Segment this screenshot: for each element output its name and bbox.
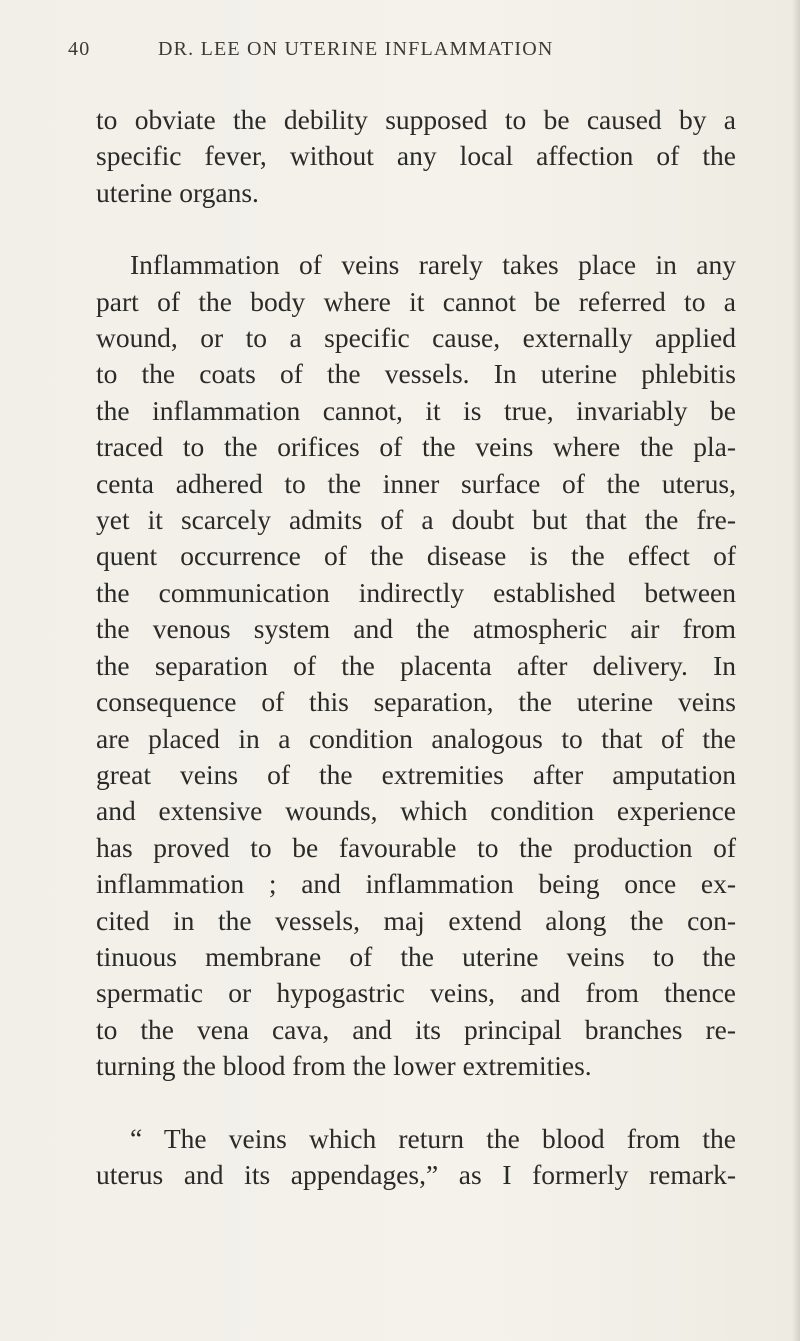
text-line: centa adhered to the inner surface of the uterus, [96,467,736,499]
body-text [96,102,736,1193]
text-line: spermatic or hypogastric veins, and from thence [96,977,736,1009]
page-number: 40 [68,38,91,60]
page-header [68,38,748,61]
text-line: the separation of the placenta after delivery. In [96,649,736,681]
text-line: specific fever, without any local affection of the [96,140,736,172]
text-line: the communication indirectly established between [96,576,736,608]
paragraph [96,1121,736,1194]
text-line: cited in the vessels, maј extend along the con- [96,904,736,936]
text-line: turning the blood from the lower extremities. [96,1050,592,1082]
text-line: quent occurrence of the disease is the effect of [96,540,736,572]
text-line: to the coats of the vessels. In uterine phlebitis [96,358,736,390]
text-line: Inflammation of veins rarely takes place in any [130,249,736,281]
text-line: has proved to be favourable to the production of [96,831,736,863]
text-line: “ The veins which return the blood from the [130,1122,736,1154]
paragraph [96,247,736,1084]
text-line: traced to the orifices of the veins where the pla- [96,431,736,463]
text-line: to obviate the debility supposed to be caused by a [96,104,736,135]
text-line: wound, or to a specific cause, externally applied [96,322,736,354]
text-line: part of the body where it cannot be referred to a [96,285,736,317]
text-line: the inflammation cannot, it is true, invariably be [96,394,736,426]
running-head: DR. LEE ON UTERINE INFLAMMATION [158,38,554,60]
text-line: uterine organs. [96,176,259,208]
paragraph [96,102,736,211]
page-edge-shadow [792,0,800,1341]
text-line: uterus and its appendages,” as I formerly remark- [96,1158,736,1190]
text-line: to the vena cava, and its principal branches re- [96,1013,736,1045]
text-line: yet it scarcely admits of a doubt but that the fre- [96,504,736,536]
text-line: and extensive wounds, which condition experience [96,795,736,827]
text-line: the venous system and the atmospheric air from [96,613,736,645]
text-line: tinuous membrane of the uterine veins to the [96,940,736,972]
text-line: inflammation ; and inflammation being once ex- [96,868,736,900]
text-line: consequence of this separation, the uterine veins [96,686,736,718]
text-line: great veins of the extremities after amputation [96,758,736,790]
text-line: are placed in a condition analogous to that of the [96,722,736,754]
